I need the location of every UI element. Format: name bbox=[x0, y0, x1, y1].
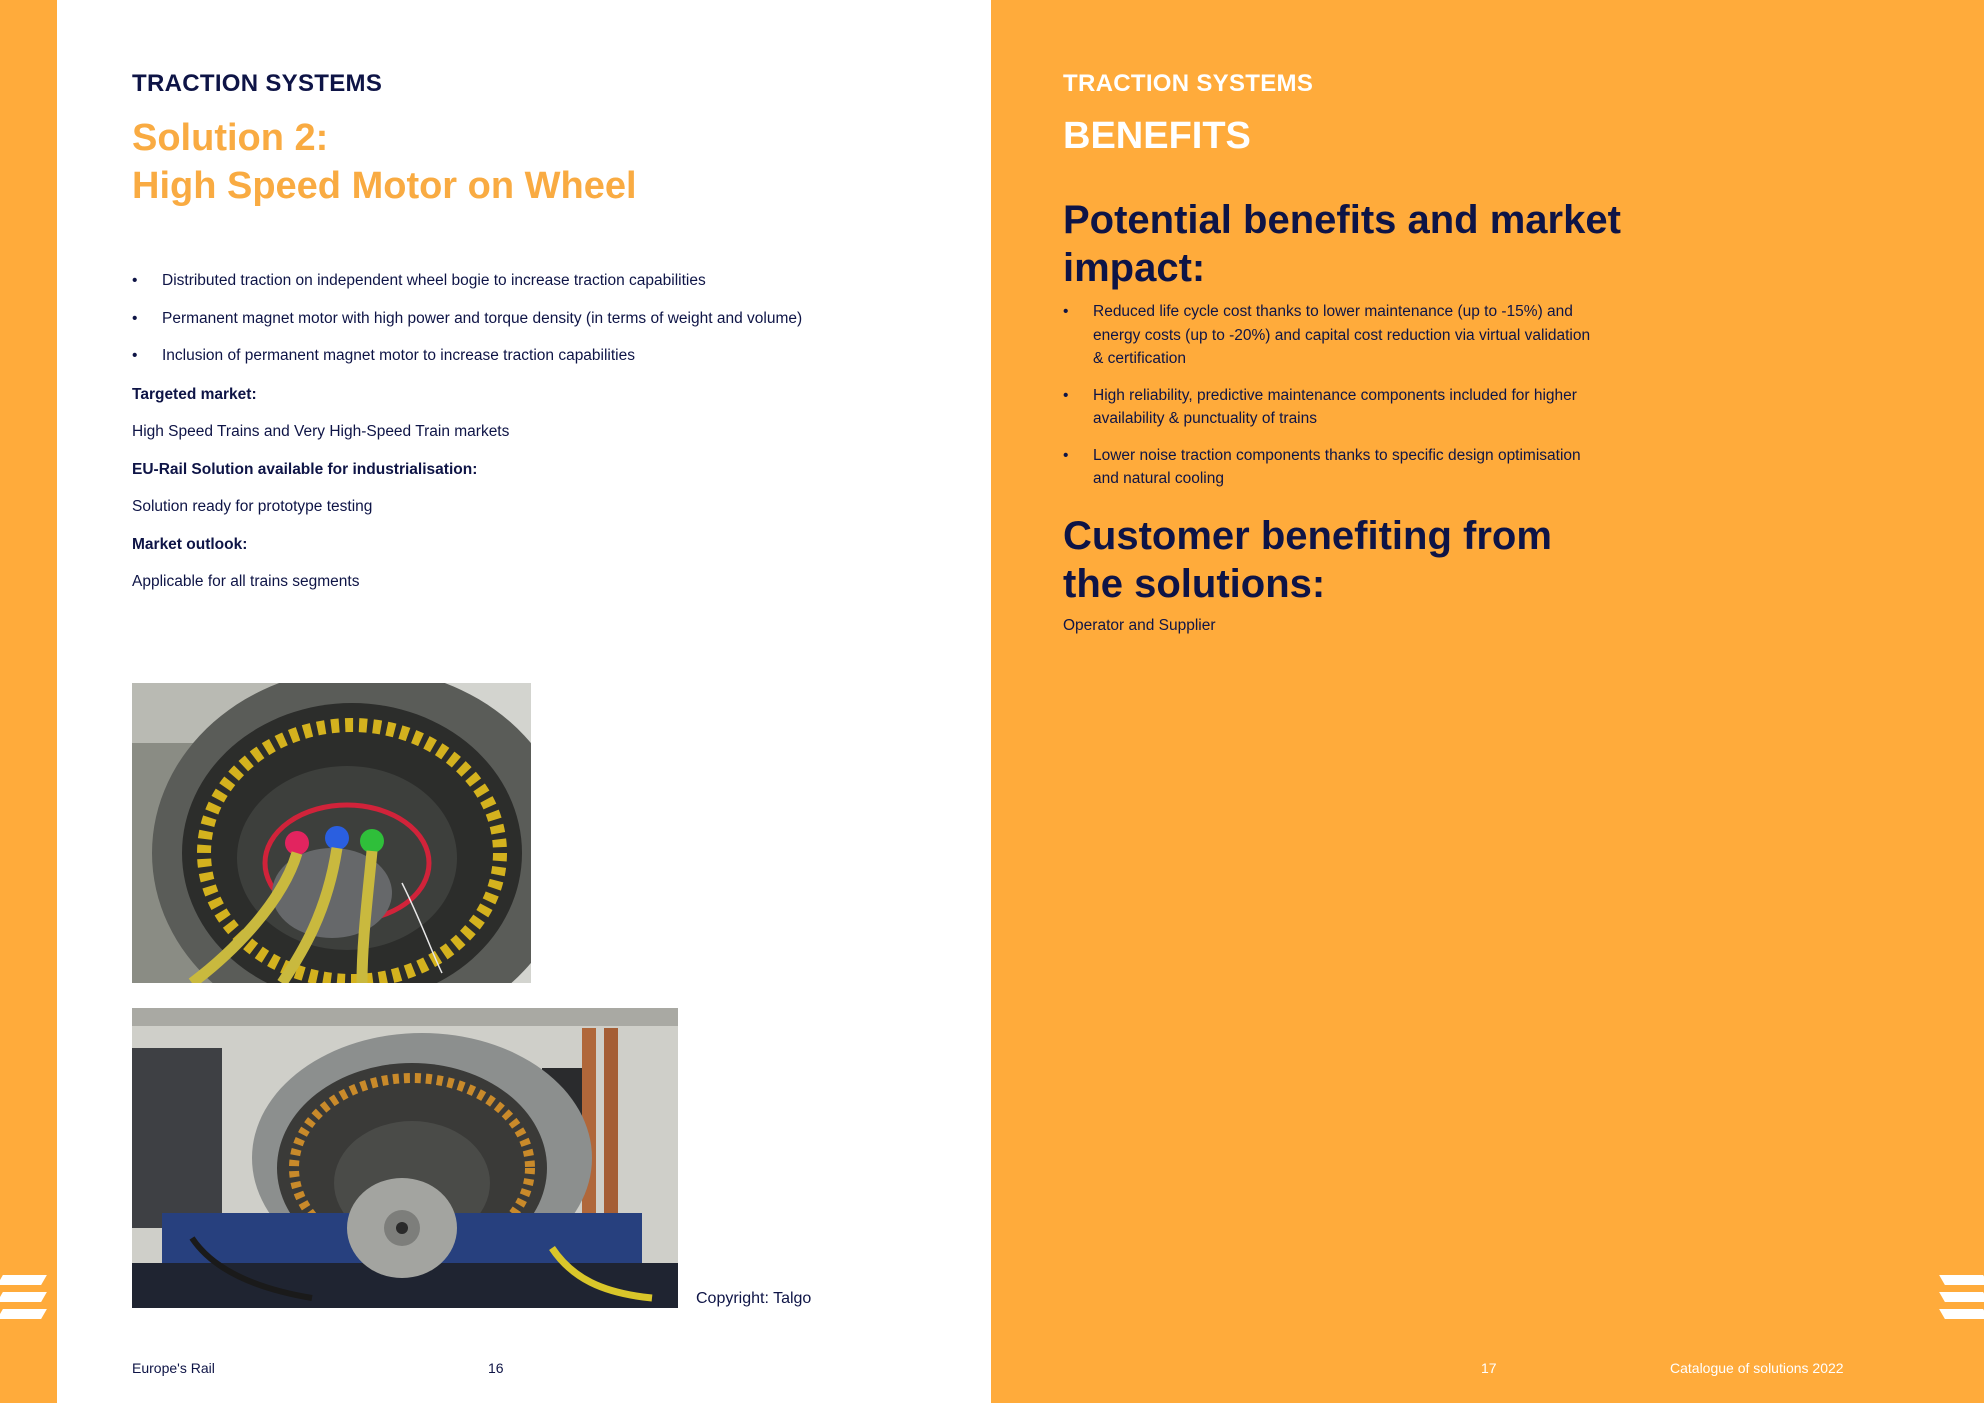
targeted-market-value: High Speed Trains and Very High-Speed Train markets bbox=[132, 423, 510, 440]
benefits-title: BENEFITS bbox=[1063, 115, 1251, 157]
bullet-text: Permanent magnet motor with high power and torque density (in terms of weight and volume) bbox=[162, 309, 803, 327]
stripes-decoration-left bbox=[0, 1275, 44, 1326]
bullet-text: Lower noise traction components thanks to specific design optimisation and natural cooling bbox=[1093, 446, 1581, 487]
targeted-market-label: Targeted market: bbox=[132, 386, 257, 403]
solution-title-line-1: Solution 2: bbox=[132, 117, 329, 159]
photo-caption: Copyright: Talgo bbox=[696, 1290, 812, 1307]
feature-bullet-list bbox=[132, 270, 892, 383]
list-item bbox=[1063, 444, 1603, 491]
bullet-icon: • bbox=[132, 272, 138, 289]
market-outlook-value: Applicable for all trains segments bbox=[132, 573, 360, 590]
solution-title bbox=[132, 114, 832, 210]
page-number-left: 16 bbox=[488, 1360, 504, 1376]
bullet-text: High reliability, predictive maintenance components included for higher availability & punctuality of trains bbox=[1093, 386, 1577, 427]
footer-catalogue: Catalogue of solutions 2022 bbox=[1670, 1360, 1844, 1376]
list-item bbox=[132, 308, 892, 346]
industrialisation-label: EU-Rail Solution available for industrialisation: bbox=[132, 461, 478, 478]
bullet-icon: • bbox=[132, 309, 138, 327]
solution-title-line-2: High Speed Motor on Wheel bbox=[132, 165, 637, 207]
list-item bbox=[132, 270, 892, 308]
section-label-left: TRACTION SYSTEMS bbox=[132, 70, 383, 97]
motor-stator-photo bbox=[132, 683, 531, 983]
bullet-icon: • bbox=[1063, 386, 1069, 404]
left-margin-strip bbox=[0, 0, 57, 1403]
list-item bbox=[132, 345, 892, 383]
footer-publisher: Europe's Rail bbox=[132, 1360, 215, 1376]
bullet-icon: • bbox=[1063, 303, 1069, 320]
customer-text: Operator and Supplier bbox=[1063, 617, 1216, 634]
motor-test-bench-photo bbox=[132, 1008, 678, 1308]
bullet-icon: • bbox=[132, 347, 138, 364]
bullet-text: Reduced life cycle cost thanks to lower maintenance (up to -15%) and energy costs (up to -20%) and capital cost reduction via virtual validation & certification bbox=[1093, 303, 1591, 367]
bullet-icon: • bbox=[1063, 446, 1069, 464]
bullet-text: Distributed traction on independent wheel bogie to increase traction capabilities bbox=[162, 272, 706, 289]
page-number-right: 17 bbox=[1481, 1360, 1497, 1376]
stripes-decoration-right bbox=[1942, 1275, 1984, 1326]
list-item bbox=[1063, 300, 1603, 371]
customer-benefiting-heading: Customer benefiting from the solutions: bbox=[1063, 514, 1552, 606]
list-item bbox=[1063, 384, 1603, 431]
section-label-right: TRACTION SYSTEMS bbox=[1063, 70, 1314, 97]
bullet-text: Inclusion of permanent magnet motor to increase traction capabilities bbox=[162, 347, 635, 364]
industrialisation-value: Solution ready for prototype testing bbox=[132, 498, 373, 515]
market-outlook-label: Market outlook: bbox=[132, 536, 248, 553]
potential-benefits-heading: Potential benefits and market impact: bbox=[1063, 198, 1621, 290]
benefits-bullet-list bbox=[1063, 300, 1603, 504]
